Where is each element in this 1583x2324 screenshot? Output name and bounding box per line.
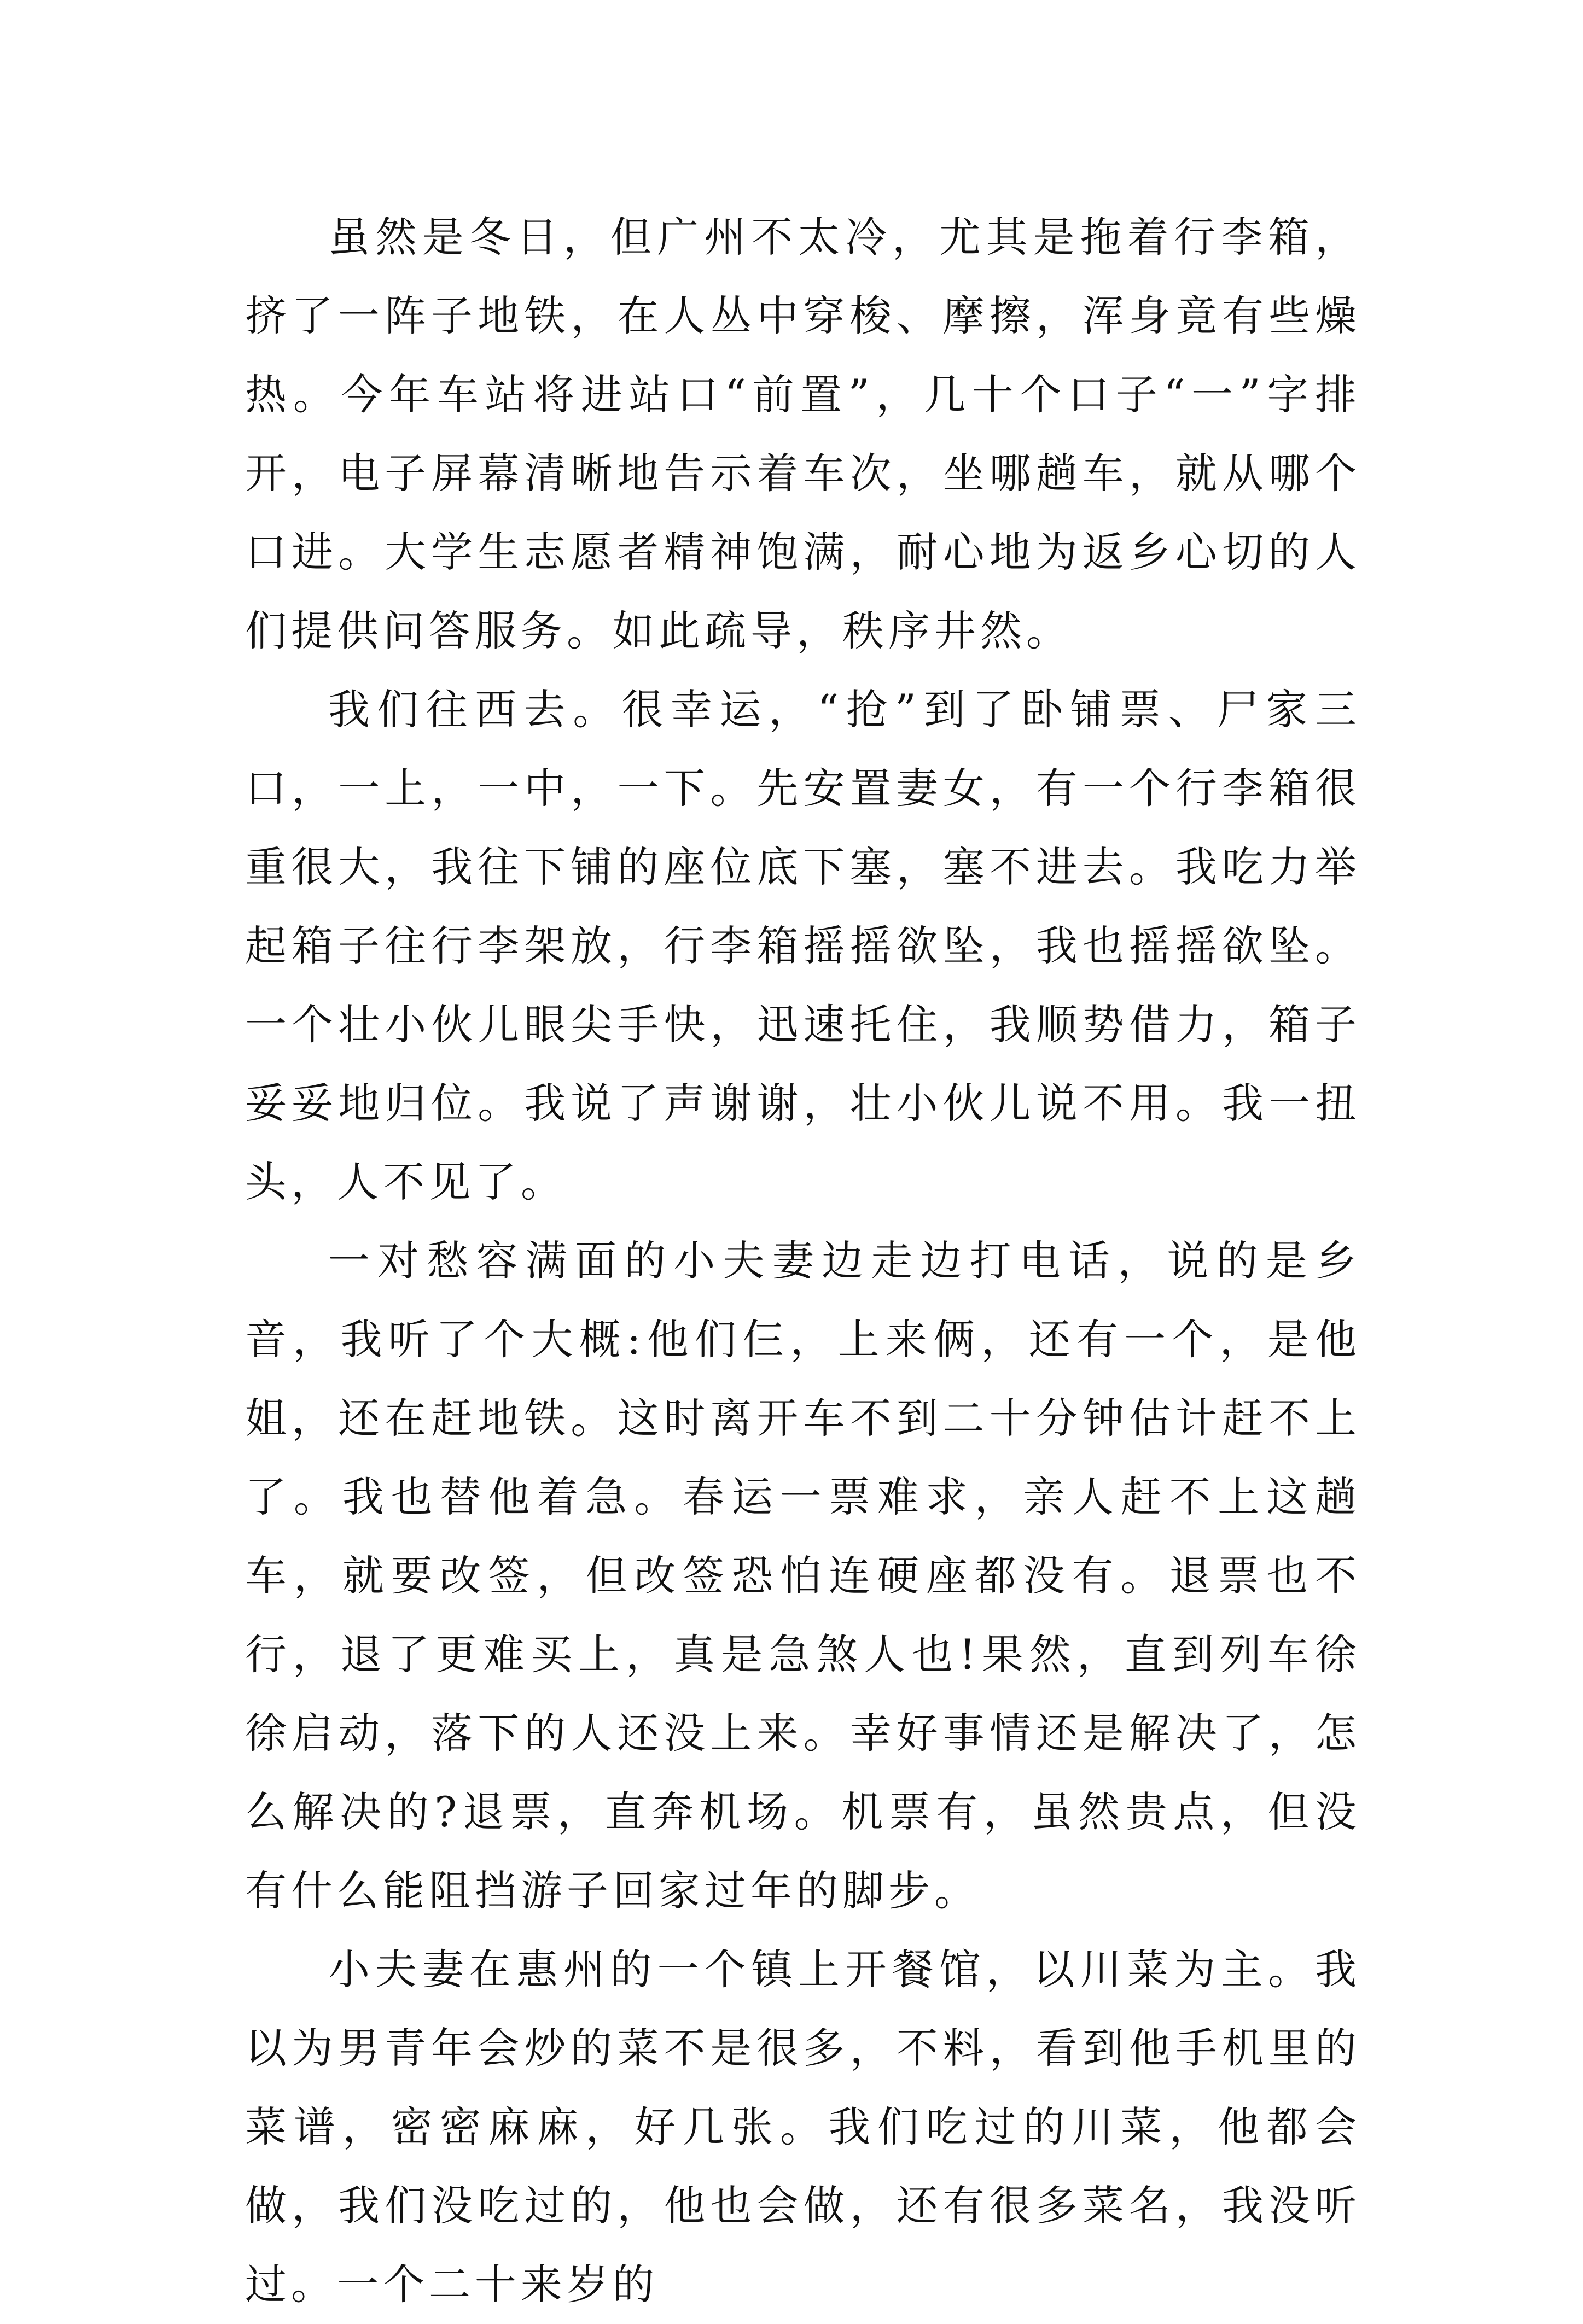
paragraph-3: 一对愁容满面的小夫妻边走边打电话，说的是乡音，我听了个大概:他们仨，上来俩，还有一个，是他姐，还在赶地铁。这时离开车不到二十分钟估计赶不上了。我也替他着急。春运一票难求，亲人赶不上这趟车，就要改签，但改签恐怕连硬座都没有。退票也不行，退了更难买上，真是急煞人也!果然，直到列车徐徐启动，落下的人还没上来。幸好事情还是解决了，怎么解决的?退票，直奔机场。机票有，虽然贵点，但没有什么能阻挡游子回家过年的脚步。	[245, 1236, 1361, 1915]
body-text	[245, 198, 1361, 2324]
paragraph-1: 虽然是冬日，但广州不太冷，尤其是拖着行李箱，挤了一阵子地铁，在人丛中穿梭、摩擦，浑身竟有些燥热。今年车站将进站口“前置”，几十个口子“一”字排开，电子屏幕清晰地告示着车次，坐哪趟车，就从哪个口进。大学生志愿者精神饱满，耐心地为返乡心切的人们提供问答服务。如此疏导，秩序井然。	[245, 213, 1361, 655]
paragraph-4: 小夫妻在惠州的一个镇上开餐馆，以川菜为主。我以为男青年会炒的菜不是很多，不料，看到他手机里的菜谱，密密麻麻，好几张。我们吃过的川菜，他都会做，我们没吃过的，他也会做，还有很多菜名，我没听过。一个二十来岁的	[245, 1945, 1361, 2309]
paragraph-2: 我们往西去。很幸运，“抢”到了卧铺票、尸家三口，一上，一中，一下。先安置妻女，有一个行李箱很重很大，我往下铺的座位底下塞，塞不进去。我吃力举起箱子往行李架放，行李箱摇摇欲坠，我也摇摇欲坠。一个壮小伙儿眼尖手快，迅速托住，我顺势借力，箱子妥妥地归位。我说了声谢谢，壮小伙儿说不用。我一扭头，人不见了。	[245, 685, 1361, 1206]
